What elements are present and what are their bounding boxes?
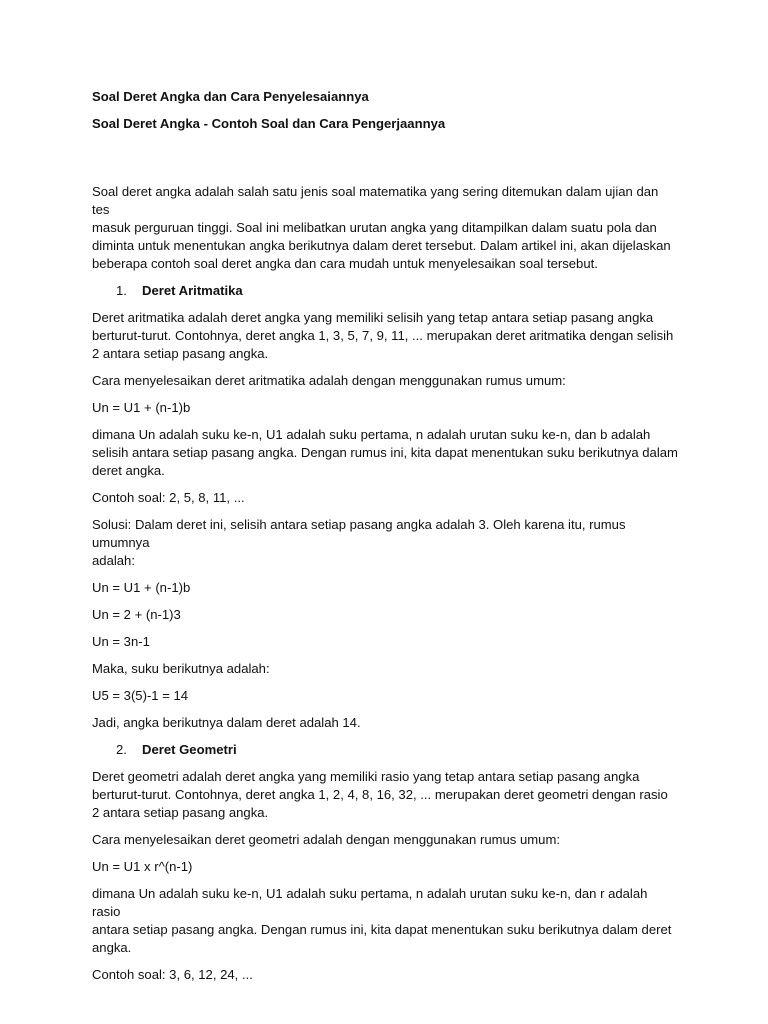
solution-conclusion: Jadi, angka berikutnya dalam deret adalah 14.: [92, 715, 361, 730]
text-line: Deret geometri adalah deret angka yang memiliki rasio yang tetap antara setiap pasang angka: [92, 769, 640, 784]
section-heading-geometri: [92, 741, 678, 759]
list-number: 2.: [116, 742, 127, 757]
explanation-paragraph: [92, 426, 678, 480]
definition-paragraph: [92, 768, 678, 822]
formula: Un = U1 + (n-1)b: [92, 400, 191, 415]
text-line: berturut-turut. Contohnya, deret angka 1, 3, 5, 7, 9, 11, ... merupakan deret aritmatika dengan selisih: [92, 328, 674, 343]
text-line: berturut-turut. Contohnya, deret angka 1, 2, 4, 8, 16, 32, ... merupakan deret geometri dengan rasio: [92, 787, 668, 802]
intro-paragraph: [92, 183, 678, 273]
text-line: adalah:: [92, 553, 135, 568]
text-line: 2 antara setiap pasang angka.: [92, 805, 269, 820]
text-line: angka.: [92, 940, 132, 955]
example-question: Contoh soal: 3, 6, 12, 24, ...: [92, 967, 253, 982]
method-paragraph: Cara menyelesaikan deret aritmatika adalah dengan menggunakan rumus umum:: [92, 373, 566, 388]
definition-paragraph: [92, 309, 678, 363]
section-title: Deret Aritmatika: [142, 283, 243, 298]
text-line: beberapa contoh soal deret angka dan cara mudah untuk menyelesaikan soal tersebut.: [92, 256, 598, 271]
document-subtitle: Soal Deret Angka - Contoh Soal dan Cara Pengerjaannya: [92, 116, 446, 131]
text-line: masuk perguruan tinggi. Soal ini melibatkan urutan angka yang ditampilkan dalam suatu pola dan: [92, 220, 657, 235]
example-question: Contoh soal: 2, 5, 8, 11, ...: [92, 490, 245, 505]
text-line: diminta untuk menentukan angka berikutnya dalam deret tersebut. Dalam artikel ini, akan dijelaskan: [92, 238, 671, 253]
text-line: selisih antara setiap pasang angka. Dengan rumus ini, kita dapat menentukan suku berikutnya dalam: [92, 445, 678, 460]
section-title: Deret Geometri: [142, 742, 237, 757]
list-number: 1.: [116, 283, 127, 298]
text-line: Deret aritmatika adalah deret angka yang memiliki selisih yang tetap antara setiap pasang angka: [92, 310, 654, 325]
solution-step: Un = 3n-1: [92, 634, 150, 649]
text-line: 2 antara setiap pasang angka.: [92, 346, 269, 361]
text-line: antara setiap pasang angka. Dengan rumus ini, kita dapat menentukan suku berikutnya dalam deret: [92, 922, 672, 937]
solution-step: U5 = 3(5)-1 = 14: [92, 688, 189, 703]
method-paragraph: Cara menyelesaikan deret geometri adalah dengan menggunakan rumus umum:: [92, 832, 561, 847]
solution-step: Maka, suku berikutnya adalah:: [92, 661, 270, 676]
document-title: Soal Deret Angka dan Cara Penyelesaiannya: [92, 89, 369, 104]
section-heading-aritmatika: [92, 282, 678, 300]
formula: Un = U1 x r^(n-1): [92, 859, 193, 874]
solution-step: Un = U1 + (n-1)b: [92, 580, 191, 595]
text-line: dimana Un adalah suku ke-n, U1 adalah suku pertama, n adalah urutan suku ke-n, dan r adalah rasio: [92, 886, 648, 919]
text-line: dimana Un adalah suku ke-n, U1 adalah suku pertama, n adalah urutan suku ke-n, dan b adalah: [92, 427, 651, 442]
explanation-paragraph: [92, 885, 678, 957]
text-line: Soal deret angka adalah salah satu jenis soal matematika yang sering ditemukan dalam ujian dan tes: [92, 184, 659, 217]
solution-paragraph: [92, 516, 678, 570]
solution-step: Un = 2 + (n-1)3: [92, 607, 181, 622]
text-line: Solusi: Dalam deret ini, selisih antara setiap pasang angka adalah 3. Oleh karena itu, rumus umumnya: [92, 517, 626, 550]
text-line: deret angka.: [92, 463, 165, 478]
